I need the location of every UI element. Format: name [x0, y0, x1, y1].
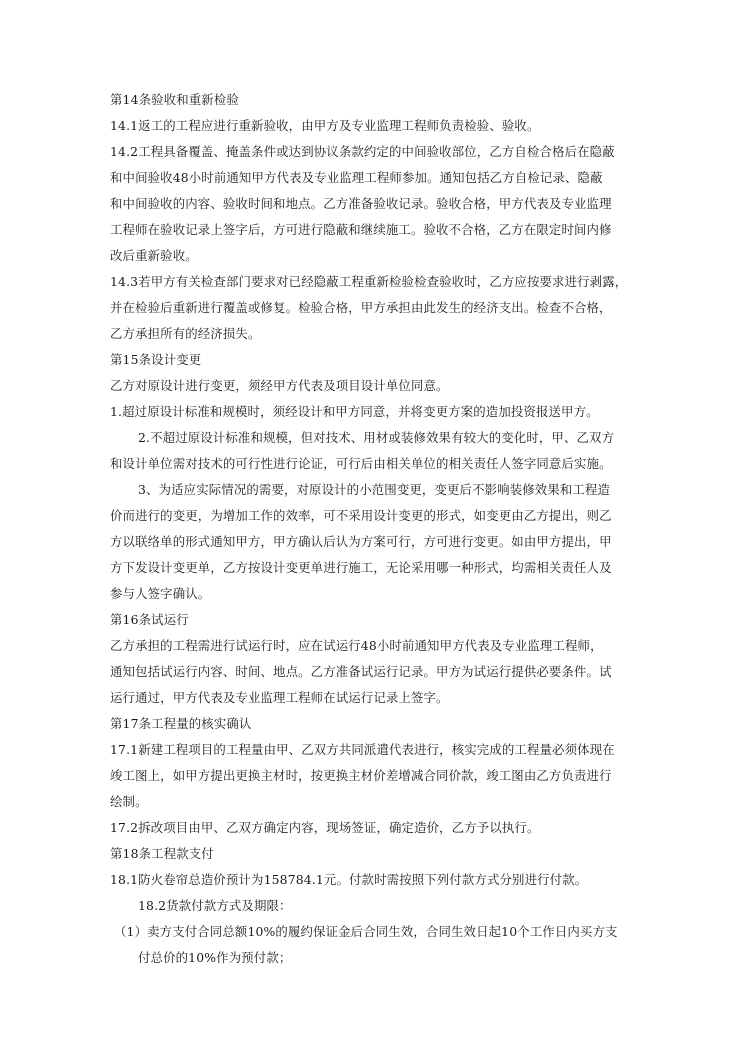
clause-15-3-line-3: 方以联络单的形式通知甲方，甲方确认后认为方案可行，方可进行变更。如由甲方提出，甲	[110, 534, 612, 549]
article-16-line-3: 运行通过，甲方代表及专业监理工程师在试运行记录上签字。	[110, 690, 449, 705]
clause-14-2-line-5: 改后重新验收。	[110, 248, 198, 263]
clause-15-3-line-5: 参与人签字确认。	[110, 586, 211, 601]
clause-14-3-line-3: 乙方承担所有的经济损失。	[110, 326, 261, 341]
article-15-heading: 第15条设计变更	[110, 352, 202, 367]
clause-17-1-line-2: 竣工图上，如甲方提出更换主材时，按更换主材价差增减合同价款，竣工图由乙方负责进行	[110, 768, 612, 783]
clause-15-3-line-2: 价而进行的变更，为增加工作的效率，可不采用设计变更的形式，如变更由乙方提出，则乙	[110, 508, 612, 523]
clause-14-2-line-3: 和中间验收的内容、验收时间和地点。乙方准备验收记录。验收合格，甲方代表及专业监理	[110, 196, 612, 211]
payment-item-1-line-2: 付总价的10%作为预付款；	[138, 950, 292, 965]
article-15-intro: 乙方对原设计进行变更，须经甲方代表及项目设计单位同意。	[110, 378, 449, 393]
clause-17-1-line-1: 17.1新建工程项目的工程量由甲、乙双方共同派遣代表进行，核实完成的工程量必须体现在	[110, 742, 615, 757]
article-17-heading: 第17条工程量的核实确认	[110, 716, 252, 731]
clause-15-2-line-1: 2.不超过原设计标准和规模，但对技术、用材或装修效果有较大的变化时，甲、乙双方	[138, 430, 615, 445]
article-16-heading: 第16条试运行	[110, 612, 189, 627]
clause-14-2-line-1: 14.2工程具备覆盖、掩盖条件或达到协议条款约定的中间验收部位，乙方自检合格后在隐蔽	[110, 144, 615, 159]
payment-item-1-line-1: （1）卖方支付合同总额10%的履约保证金后合同生效，合同生效日起10个工作日内买方支	[114, 924, 618, 939]
clause-15-1: 1.超过原设计标准和规模时，须经设计和甲方同意，并将变更方案的造加投资报送甲方。	[110, 404, 599, 419]
article-16-line-2: 通知包括试运行内容、时间、地点。乙方准备试运行记录。甲方为试运行提供必要条件。试	[110, 664, 612, 679]
clause-14-2-line-4: 工程师在验收记录上签字后，方可进行隐蔽和继续施工。验收不合格，乙方在限定时间内修	[110, 222, 612, 237]
clause-18-1: 18.1防火卷帘总造价预计为158784.1元。付款时需按照下列付款方式分别进行付款。	[110, 872, 588, 887]
clause-14-3-line-1: 14.3若甲方有关检查部门要求对已经隐蔽工程重新检验检查验收时，乙方应按要求进行剥露，	[110, 274, 628, 289]
clause-14-3-line-2: 并在检验后重新进行覆盖或修复。检验合格，甲方承担由此发生的经济支出。检查不合格，	[110, 300, 612, 315]
clause-14-1: 14.1返工的工程应进行重新验收，由甲方及专业监理工程师负责检验、验收。	[110, 118, 540, 133]
clause-17-1-line-3: 绘制。	[110, 794, 148, 809]
clause-17-2: 17.2拆改项目由甲、乙双方确定内容，现场签证，确定造价，乙方予以执行。	[110, 820, 540, 835]
article-16-line-1: 乙方承担的工程需进行试运行时，应在试运行48小时前通知甲方代表及专业监理工程师，	[110, 638, 603, 653]
article-14-heading: 第14条验收和重新检验	[110, 92, 239, 107]
article-18-heading: 第18条工程款支付	[110, 846, 214, 861]
clause-15-3-line-4: 方下发设计变更单，乙方按设计变更单进行施工，无论采用哪一种形式，均需相关责任人及	[110, 560, 612, 575]
clause-15-2-line-2: 和设计单位需对技术的可行性进行论证，可行后由相关单位的相关责任人签字同意后实施。	[110, 456, 612, 471]
clause-18-2: 18.2货款付款方式及期限：	[138, 898, 292, 913]
clause-14-2-line-2: 和中间验收48小时前通知甲方代表及专业监理工程师参加。通知包括乙方自检记录、隐蔽	[110, 170, 603, 185]
clause-15-3-line-1: 3、为适应实际情况的需要，对原设计的小范围变更，变更后不影响装修效果和工程造	[138, 482, 611, 497]
